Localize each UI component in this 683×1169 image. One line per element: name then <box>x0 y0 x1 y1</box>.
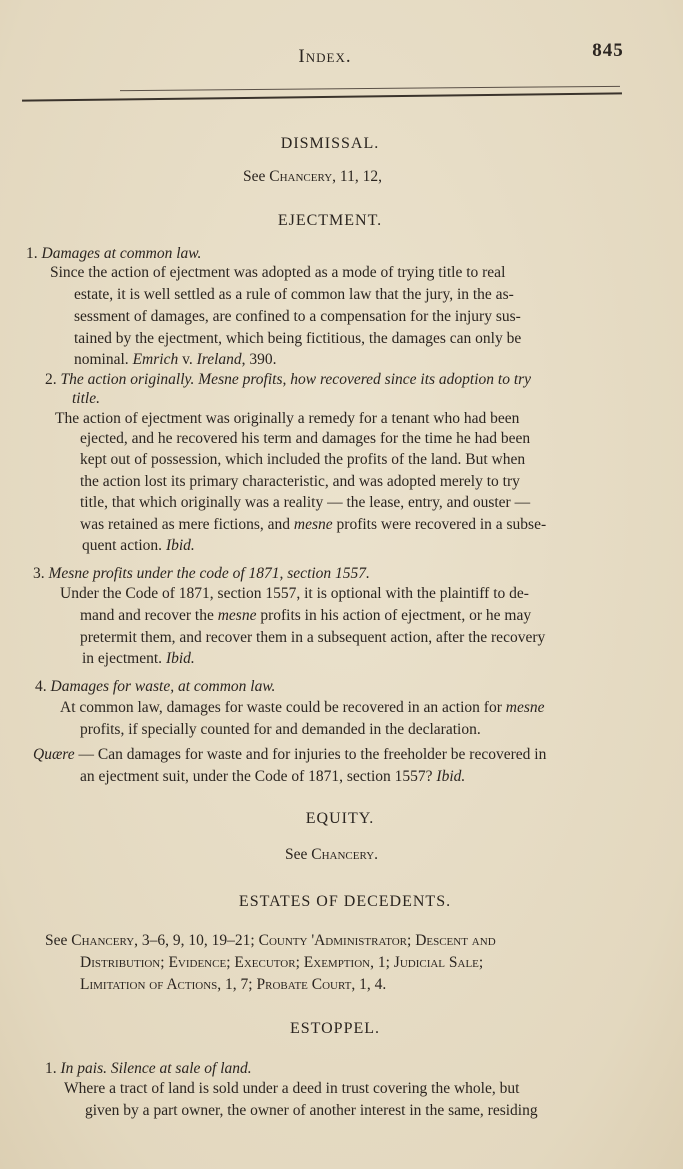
text-line <box>55 410 519 427</box>
text-segment: tained by the ejectment, which being fictitious, the damages can only be <box>74 330 522 347</box>
text-segment: kept out of possession, which included the profits of the land. But when <box>80 451 526 468</box>
text-line <box>72 390 100 407</box>
text-line <box>285 846 378 863</box>
text-line <box>80 494 530 511</box>
text-segment: The action of ejectment was originally a remedy for a tenant who had been <box>55 410 520 427</box>
text-segment: 3. <box>33 565 49 582</box>
text-segment: — Can damages for waste and for injuries to the freeholder be recovered in <box>74 746 547 763</box>
text-line <box>80 976 386 993</box>
italic-text: In pais. Silence at sale of land. <box>60 1060 252 1077</box>
cross-reference: Chancery. <box>311 846 379 863</box>
text-line <box>80 721 481 738</box>
text-segment: 1. <box>45 1060 61 1077</box>
text-line <box>45 932 496 949</box>
text-segment: ; <box>478 954 484 971</box>
cross-reference: Evidence <box>168 954 227 971</box>
cross-reference: Exemption <box>303 954 371 971</box>
italic-text: Ibid. <box>436 768 466 785</box>
text-line <box>35 678 275 695</box>
text-segment: , 1, 7; <box>217 976 257 993</box>
text-line <box>80 516 546 533</box>
italic-text: Ireland <box>196 351 242 368</box>
text-segment: v. <box>178 351 197 368</box>
cross-reference: County 'Administrator <box>258 932 407 949</box>
text-line <box>45 371 531 388</box>
text-line <box>60 699 545 716</box>
cross-reference: Limitation of Actions <box>80 976 218 993</box>
text-segment: 4. <box>35 678 51 695</box>
text-segment: estate, it is well settled as a rule of common law that the jury, in the as- <box>74 286 514 303</box>
text-segment: profits, if specially counted for and demanded in the declaration. <box>80 721 481 738</box>
text-line <box>33 565 370 582</box>
italic-text: Quære <box>33 746 75 763</box>
text-segment: , 390. <box>241 351 277 368</box>
italic-text: mesne <box>505 699 545 716</box>
italic-text: Mesne profits under the code of 1871, section 1557. <box>48 565 370 582</box>
text-segment: 1. <box>26 245 42 262</box>
text-segment: in ejectment. <box>82 650 166 667</box>
text-line <box>80 430 530 447</box>
text-segment: ; <box>407 932 416 949</box>
text-segment: mand and recover the <box>80 607 218 624</box>
text-line <box>74 286 514 303</box>
text-line <box>82 650 195 667</box>
italic-text: Emrich <box>132 351 179 368</box>
text-segment: At common law, damages for waste could be recovered in an action for <box>60 699 506 716</box>
text-line <box>45 1060 252 1077</box>
text-line <box>80 768 465 785</box>
text-segment: nominal. <box>74 351 133 368</box>
text-line <box>80 607 531 624</box>
text-line <box>60 585 529 602</box>
text-segment: pretermit them, and recover them in a subsequent action, after the recovery <box>80 629 546 646</box>
text-segment: sessment of damages, are confined to a compensation for the injury sus- <box>74 308 521 325</box>
text-line <box>82 537 195 554</box>
text-segment: , 1; <box>370 954 394 971</box>
italic-text: Damages for waste, at common law. <box>50 678 276 695</box>
text-line <box>33 746 546 763</box>
text-line <box>26 245 201 262</box>
italic-text: title. <box>72 390 100 407</box>
cross-reference: Distribution <box>80 954 161 971</box>
text-segment: See <box>243 168 270 185</box>
text-line <box>85 1102 538 1119</box>
text-segment: ; <box>160 954 169 971</box>
text-segment: Under the Code of 1871, section 1557, it is optional with the plaintiff to de- <box>60 585 529 602</box>
text-line <box>80 473 520 490</box>
text-line <box>74 308 521 325</box>
text-segment: Since the action of ejectment was adopted as a mode of trying title to real <box>50 264 506 281</box>
italic-text: Ibid. <box>165 650 195 667</box>
text-segment: profits in his action of ejectment, or he may <box>256 607 532 624</box>
section-heading: ESTATES OF DECEDENTS. <box>238 893 452 910</box>
italic-text: mesne <box>293 516 333 533</box>
running-header-title: Index. <box>298 46 352 67</box>
text-segment: profits were recovered in a subse- <box>332 516 547 533</box>
cross-reference: Judicial Sale <box>393 954 479 971</box>
cross-reference: Descent and <box>415 932 496 949</box>
text-line <box>80 451 525 468</box>
text-line <box>74 330 521 347</box>
text-segment: ejected, and he recovered his term and damages for the time he had been <box>80 430 531 447</box>
text-segment: was retained as mere fictions, and <box>80 516 294 533</box>
cross-reference: Chancery <box>71 932 135 949</box>
text-line <box>64 1080 519 1097</box>
text-segment: See <box>285 846 312 863</box>
cross-reference: Executor <box>234 954 296 971</box>
text-line <box>80 954 483 971</box>
text-segment: title, that which originally was a reality — the lease, entry, and ouster — <box>80 494 531 511</box>
text-segment: , 3–6, 9, 10, 19–21; <box>134 932 259 949</box>
text-segment: ; <box>295 954 304 971</box>
text-segment: , 11, 12, <box>332 168 382 185</box>
text-line <box>80 629 545 646</box>
text-line <box>74 351 277 368</box>
text-line <box>50 264 505 281</box>
section-heading: ESTOPPEL. <box>289 1020 381 1037</box>
text-segment: an ejectment suit, under the Code of 1871, section 1557? <box>80 768 437 785</box>
section-heading: EQUITY. <box>305 810 375 827</box>
page-number: 845 <box>592 40 624 61</box>
cross-reference: Probate Court <box>256 976 352 993</box>
header-rule-thin <box>120 86 620 91</box>
text-line <box>243 168 382 185</box>
text-segment: See <box>45 932 72 949</box>
text-segment: the action lost its primary characteristic, and was adopted merely to try <box>80 473 520 490</box>
text-segment: given by a part owner, the owner of another interest in the same, residing <box>85 1102 538 1119</box>
cross-reference: Chancery <box>269 168 333 185</box>
text-segment: 2. <box>45 371 61 388</box>
section-heading: EJECTMENT. <box>277 212 383 229</box>
section-heading: DISMISSAL. <box>280 135 380 152</box>
italic-text: Ibid. <box>165 537 195 554</box>
italic-text: The action originally. Mesne profits, how recovered since its adoption to try <box>60 371 532 388</box>
text-segment: ; <box>226 954 235 971</box>
italic-text: mesne <box>217 607 257 624</box>
header-rule <box>22 92 622 101</box>
text-segment: quent action. <box>82 537 166 554</box>
text-segment: Where a tract of land is sold under a deed in trust covering the whole, but <box>64 1080 520 1097</box>
italic-text: Damages at common law. <box>41 245 202 262</box>
text-segment: , 1, 4. <box>351 976 387 993</box>
